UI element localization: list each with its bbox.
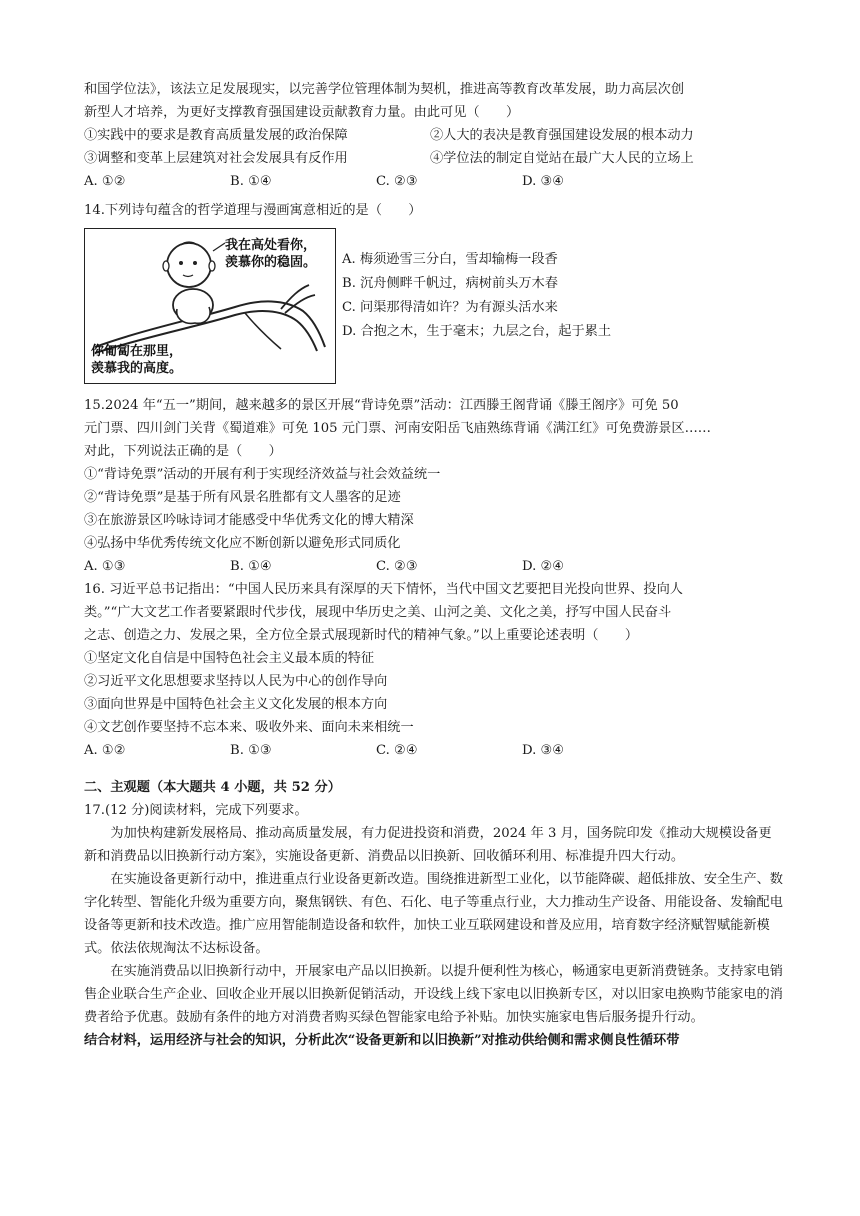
q16-line: 16. 习近平总书记指出：“中国人民历来具有深厚的天下情怀，当代中国文艺要把目光投向世界、投向人	[84, 582, 683, 597]
q13-option: ③调整和变革上层建筑对社会发展具有反作用	[84, 151, 348, 166]
choice: B. ①④	[230, 174, 272, 189]
q13-line: 新型人才培养，为更好支撑教育强国建设贡献教育力量。由此可见（ ）	[84, 105, 520, 120]
q16-option: ①坚定文化自信是中国特色社会主义最本质的特征	[84, 651, 375, 666]
cartoon-image	[84, 228, 336, 384]
q17-stem: 17.(12 分)阅读材料，完成下列要求。	[84, 803, 308, 818]
q13-option: ①实践中的要求是教育高质量发展的政治保障	[84, 128, 348, 143]
q14-stem: 14.下列诗句蕴含的哲学道理与漫画寓意相近的是（ ）	[84, 203, 422, 218]
q14-option: C. 问渠那得清如许？为有源头活水来	[342, 300, 558, 315]
choice: D. ②④	[522, 559, 565, 574]
choice: C. ②④	[376, 743, 418, 758]
material-paragraph: 在实施消费品以旧换新行动中，开展家电产品以旧换新。以提升便利性为核心，畅通家电更新消费链条。支持家电销售企业联合生产企业、回收企业开展以旧换新促销活动，开设线上线下家电以旧换新专区，对以旧家电换购节能家电的消费者给予优惠。鼓励有条件的地方对消费者购买绿色智能家电给予补贴。加快实施家电售后服务提升行动。	[84, 964, 783, 1025]
q14-block	[84, 228, 784, 384]
q13-option: ②人大的表决是教育强国建设发展的根本动力	[430, 128, 694, 143]
q16-line: 之志、创造之力、发展之果，全方位全景式展现新时代的精神气象。”以上重要论述表明（ ）	[84, 628, 639, 643]
q14-option: A. 梅须逊雪三分白，雪却输梅一段香	[342, 252, 558, 267]
q16-option: ③面向世界是中国特色社会主义文化发展的根本方向	[84, 697, 388, 712]
choice: A. ①②	[84, 174, 126, 189]
q15-option: ④弘扬中华优秀传统文化应不断创新以避免形式同质化	[84, 536, 401, 551]
q17-task: 结合材料，运用经济与社会的知识，分析此次“设备更新和以旧换新”对推动供给侧和需求侧良性循环带	[84, 1033, 680, 1048]
q15-choices	[84, 555, 784, 578]
choice: A. ①②	[84, 743, 126, 758]
choice: D. ③④	[522, 174, 565, 189]
q13-choices	[84, 170, 784, 193]
choice: B. ①③	[230, 743, 272, 758]
q16-option: ④文艺创作要坚持不忘本来、吸收外来、面向未来相统一	[84, 720, 414, 735]
choice: D. ③④	[522, 743, 565, 758]
q15-line: 对此，下列说法正确的是（ ）	[84, 444, 282, 459]
q14-option: D. 合抱之木，生于毫末；九层之台，起于累土	[342, 324, 612, 339]
q13-option-row	[84, 147, 784, 170]
choice: C. ②③	[376, 174, 418, 189]
q15-option: ②“背诗免票”是基于所有风景名胜都有文人墨客的足迹	[84, 490, 401, 505]
q15-line: 15.2024 年“五一”期间，越来越多的景区开展“背诗免票”活动：江西滕王阁背诵《滕王阁序》可免 50	[84, 398, 679, 413]
cartoon-bottom-caption: 你匍匐在那里， 羡慕我的高度。	[91, 344, 183, 376]
q16-option: ②习近平文化思想要求坚持以人民为中心的创作导向	[84, 674, 388, 689]
material-paragraph: 为加快构建新发展格局、推动高质量发展，有力促进投资和消费，2024 年 3 月，国务院印发《推动大规模设备更新和消费品以旧换新行动方案》，实施设备更新、消费品以旧换新、回收循环利用、标准提升四大行动。	[84, 826, 772, 864]
q16-line: 类。”“广大文艺工作者要紧跟时代步伐，展现中华历史之美、山河之美、文化之美，抒写中国人民奋斗	[84, 605, 672, 620]
q15-option: ③在旅游景区吟咏诗词才能感受中华优秀文化的博大精深	[84, 513, 414, 528]
q13-line: 和国学位法》，该法立足发展现实，以完善学位管理体制为契机，推进高等教育改革发展，助力高层次创	[84, 82, 685, 97]
q14-option: B. 沉舟侧畔千帆过，病树前头万木春	[342, 276, 558, 291]
exam-page	[84, 78, 784, 1052]
choice: B. ①④	[230, 559, 272, 574]
cartoon-top-caption: 我在高处看你， 羡慕你的稳固。	[225, 238, 317, 270]
section-heading: 二、主观题（本大题共 4 小题，共 52 分）	[84, 780, 341, 795]
q15-line: 元门票、四川剑门关背《蜀道难》可免 105 元门票、河南安阳岳飞庙熟练背诵《满江红》可免费游景区……	[84, 421, 711, 436]
q15-option: ①“背诗免票”活动的开展有利于实现经济效益与社会效益统一	[84, 467, 441, 482]
material-paragraph: 在实施设备更新行动中，推进重点行业设备更新改造。围绕推进新型工业化，以节能降碳、超低排放、安全生产、数字化转型、智能化升级为重要方向，聚焦钢铁、有色、石化、电子等重点行业，大力推动生产设备、用能设备、发输配电设备等更新和技术改造。推广应用智能制造设备和软件，加快工业互联网建设和普及应用，培育数字经济赋智赋能新模式。依法依规淘汰不达标设备。	[84, 872, 783, 956]
choice: A. ①③	[84, 559, 126, 574]
q13-option-row	[84, 124, 784, 147]
q16-choices	[84, 739, 784, 762]
q14-options	[342, 248, 611, 384]
q13-option: ④学位法的制定自觉站在最广大人民的立场上	[430, 151, 694, 166]
choice: C. ②③	[376, 559, 418, 574]
